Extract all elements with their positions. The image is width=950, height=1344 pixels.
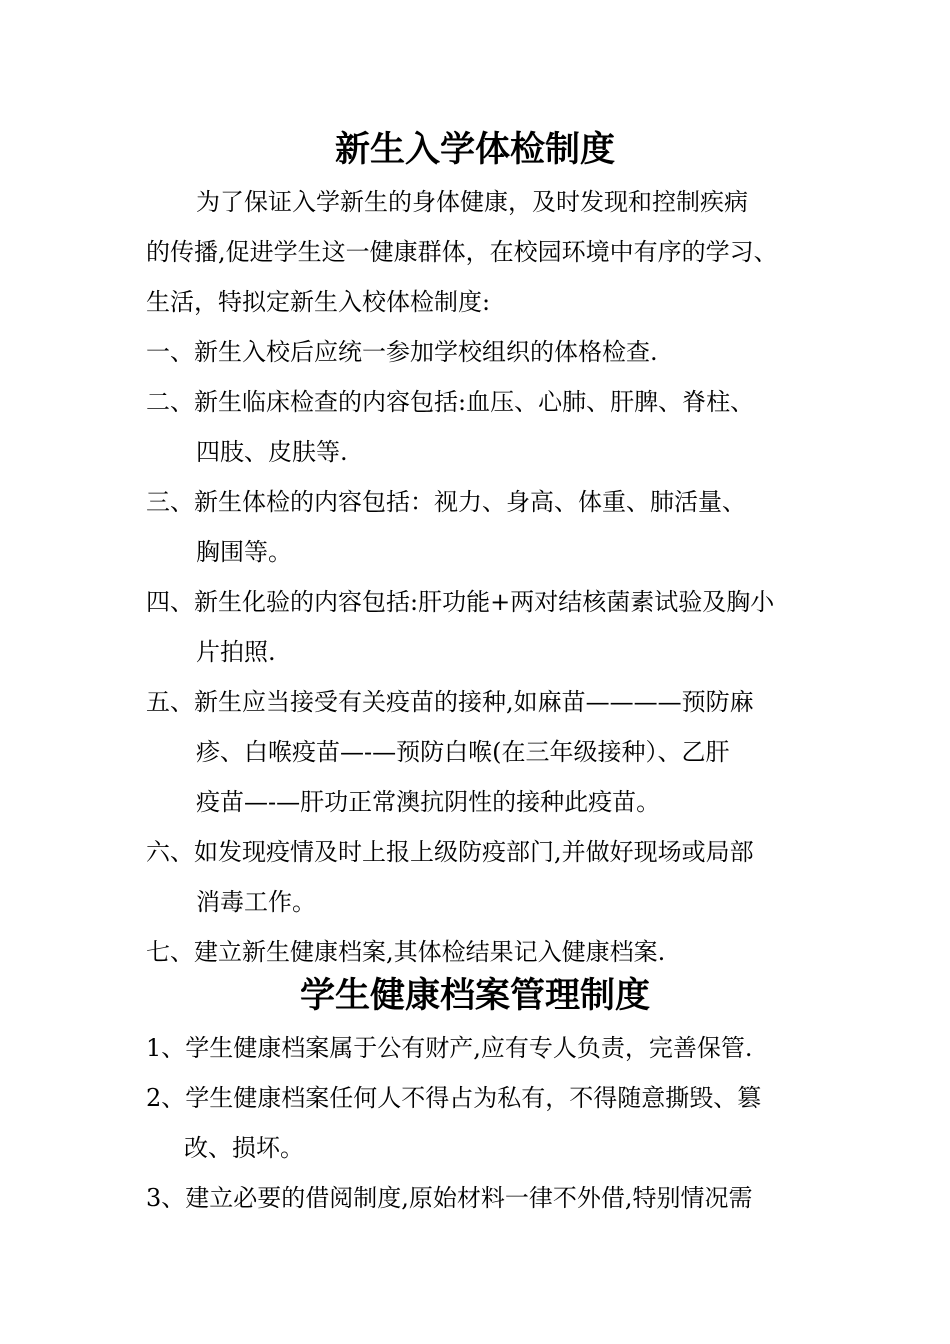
rule-item-5-cont: 疹、白喉疫苗—-—预防白喉(在三年级接种）、乙肝 — [196, 738, 730, 766]
intro-line: 的传播,促进学生这一健康群体，在校园环境中有序的学习、 — [146, 238, 778, 266]
section-2-title: 学生健康档案管理制度 — [299, 975, 650, 1016]
rule-item-7: 七、建立新生健康档案,其体检结果记入健康档案. — [146, 938, 666, 966]
rule-item-4-cont: 片拍照. — [196, 638, 276, 666]
rule-item-5-cont: 疫苗—-—肝功正常澳抗阴性的接种此疫苗。 — [196, 788, 661, 816]
intro-line: 生活，特拟定新生入校体检制度: — [146, 288, 491, 316]
intro-line: 为了保证入学新生的身体健康，及时发现和控制疾病 — [196, 188, 748, 216]
archive-rule-1: 1、学生健康档案属于公有财产,应有专人负责，完善保管. — [146, 1034, 753, 1062]
rule-item-2: 二、新生临床检查的内容包括:血压、心肺、肝脾、脊柱、 — [146, 388, 755, 416]
archive-rule-2-cont: 改、损坏。 — [184, 1134, 304, 1162]
rule-item-3-cont: 胸围等。 — [196, 538, 292, 566]
rule-item-2-cont: 四肢、皮肤等. — [196, 438, 348, 466]
rule-item-5: 五、新生应当接受有关疫苗的接种,如麻苗————预防麻 — [146, 688, 754, 716]
archive-rule-3: 3、建立必要的借阅制度,原始材料一律不外借,特别情况需 — [146, 1184, 753, 1212]
rule-item-6: 六、如发现疫情及时上报上级防疫部门,并做好现场或局部 — [146, 838, 754, 866]
rule-item-6-cont: 消毒工作。 — [196, 888, 316, 916]
rule-item-1: 一、新生入校后应统一参加学校组织的体格检查. — [146, 338, 658, 366]
archive-rule-2: 2、学生健康档案任何人不得占为私有，不得随意撕毁、篡 — [146, 1084, 762, 1112]
rule-item-3: 三、新生体检的内容包括：视力、身高、体重、肺活量、 — [146, 488, 746, 516]
rule-item-4: 四、新生化验的内容包括:肝功能+两对结核菌素试验及胸小 — [146, 588, 775, 616]
section-1-title: 新生入学体检制度 — [334, 129, 615, 170]
